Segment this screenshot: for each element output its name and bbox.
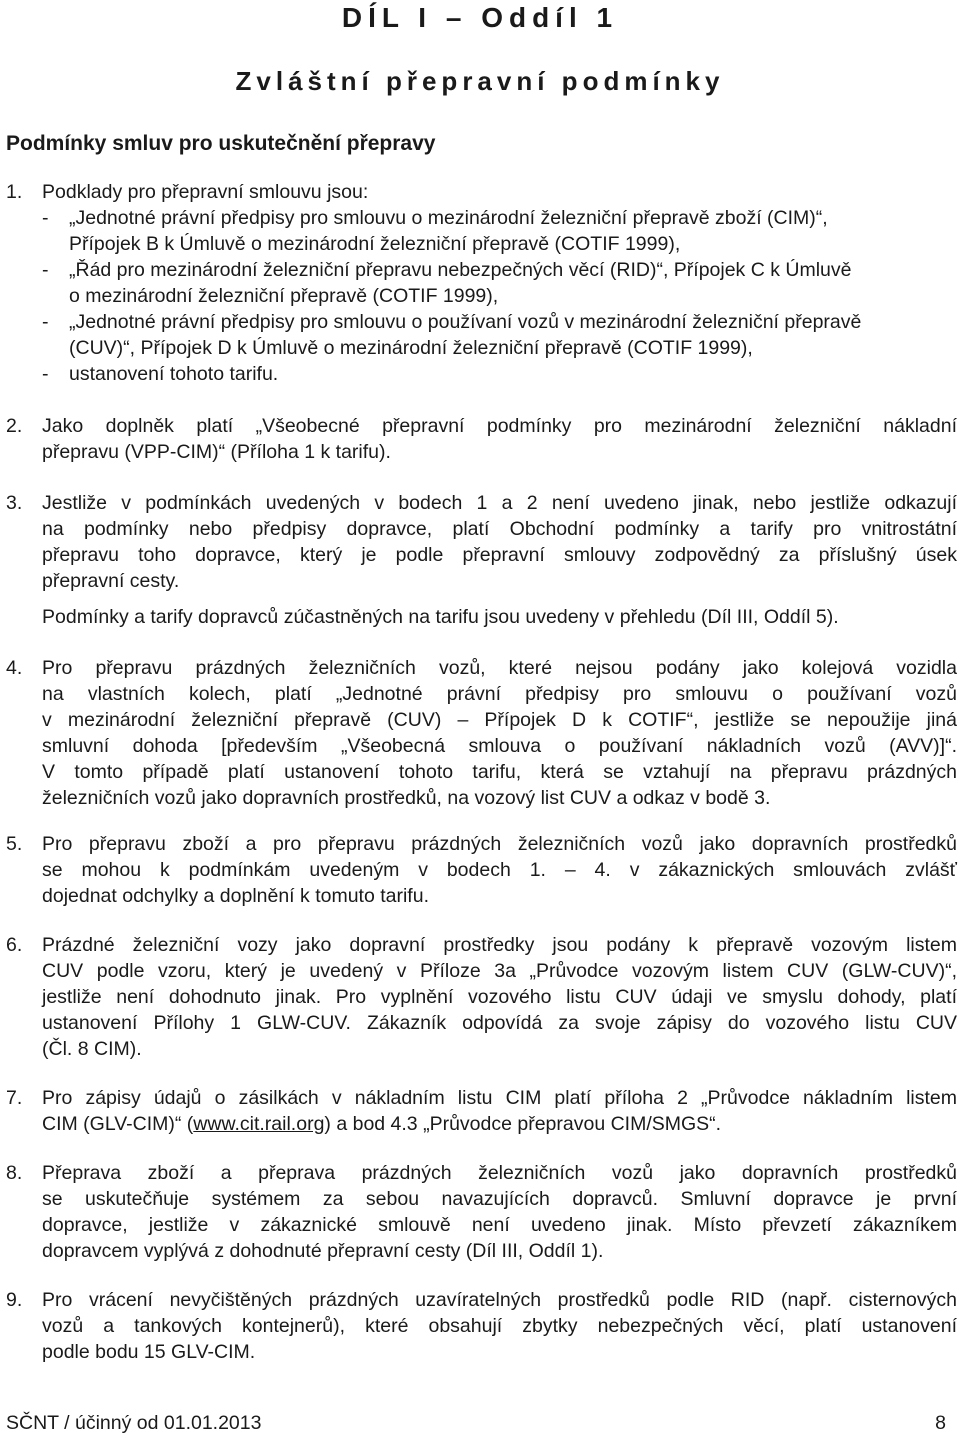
item-text: o mezinárodní železniční přepravě (COTIF 1999), — [69, 285, 499, 307]
item-text: Přeprava zboží a přeprava prázdných železničních vozů jako dopravních prostředků — [42, 1162, 957, 1184]
part-heading: DÍL I – Oddíl 1 — [341, 2, 619, 33]
item-text: dopravcem vyplývá z dohodnuté přepravní cesty (Díl III, Oddíl 1). — [42, 1240, 604, 1262]
item-text-part: CIM (GLV-CIM)“ ( — [42, 1113, 194, 1135]
item-text: jestliže není dohodnuto jinak. Pro vyplnění vozového listu CUV údaji ve smyslu dohody, platí — [42, 986, 957, 1008]
item-text: přepravu toho dopravce, který je podle přepravní smlouvy zodpovědný za příslušný úsek — [42, 544, 957, 566]
item-text: v mezinárodní železniční přepravě (CUV) – Přípojek D k COTIF“, jestliže se nepoužije jiná — [42, 709, 957, 731]
item-text: Pro zápisy údajů o zásilkách v nákladním listu CIM platí příloha 2 „Průvodce nákladním listem — [42, 1087, 957, 1109]
item-text: podle bodu 15 GLV-CIM. — [42, 1341, 256, 1363]
item-text: přepravní cesty. — [42, 570, 180, 592]
item-text: vozů a tankových kontejnerů), které obsahují zbytky nebezpečných věcí, platí ustanovení — [42, 1315, 957, 1337]
item-text: železničních vozů jako dopravních prostředků, na vozový list CUV a odkaz v bodě 3. — [42, 787, 771, 809]
item-number: 5. — [6, 833, 23, 855]
item-text: smluvní dohoda [především „Všeobecná smlouva o používaní nákladních vozů (AVV)]“. — [42, 735, 957, 757]
item-text: Pro přepravu prázdných železničních vozů, které nejsou podány jako kolejová vozidla — [42, 657, 957, 679]
item-number: 4. — [6, 657, 23, 679]
bullet-dash: - — [42, 259, 49, 281]
item-text: Pro přepravu zboží a pro přepravu prázdných železničních vozů jako dopravních prostředků — [42, 833, 957, 855]
item-text: na podmínky nebo předpisy dopravce, platí Obchodní podmínky a tarify pro vnitrostátní — [42, 518, 957, 540]
item-number: 7. — [6, 1087, 23, 1109]
item-text: „Jednotné právní předpisy pro smlouvu o používaní vozů v mezinárodní železniční přepravě — [69, 311, 862, 333]
item-text: V tomto případě platí ustanovení tohoto tarifu, která se vztahují na přepravu prázdných — [42, 761, 957, 783]
item-text: dopravce, jestliže v zákaznické smlouvě není uvedeno jinak. Místo převzetí zákazníkem — [42, 1214, 957, 1236]
item-number: 2. — [6, 415, 23, 437]
item-text: Přípojek B k Úmluvě o mezinárodní železniční přepravě (COTIF 1999), — [69, 233, 681, 255]
item-text: Pro vrácení nevyčištěných prázdných uzavíratelných prostředků podle RID (např. cisternových — [42, 1289, 957, 1311]
item-text: (Čl. 8 CIM). — [42, 1038, 142, 1060]
section-heading: Podmínky smluv pro uskutečnění přepravy — [6, 132, 436, 155]
item-text: Jako doplněk platí „Všeobecné přepravní podmínky pro mezinárodní železniční nákladní — [42, 415, 957, 437]
item-text: přepravu (VPP-CIM)“ (Příloha 1 k tarifu). — [42, 441, 391, 463]
item-number: 9. — [6, 1289, 23, 1311]
bullet-dash: - — [42, 207, 49, 229]
item-text-part: ) a bod 4.3 „Průvodce přepravou CIM/SMGS“. — [324, 1113, 722, 1135]
item-text: Podklady pro přepravní smlouvu jsou: — [42, 181, 369, 203]
bullet-dash: - — [42, 311, 49, 333]
cit-link[interactable]: www.cit.rail.org — [193, 1113, 325, 1135]
item-text — [42, 1111, 957, 1137]
item-text: Prázdné železniční vozy jako dopravní prostředky jsou podány k přepravě vozovým listem — [42, 934, 957, 956]
item-number: 1. — [6, 181, 23, 203]
item-text: na vlastních kolech, platí „Jednotné právní předpisy pro smlouvu o používaní vozů — [42, 683, 957, 705]
item-text: ustanovení Přílohy 1 GLW-CUV. Zákazník odpovídá za svoje zápisy do vozového listu CUV — [42, 1012, 957, 1034]
item-text: ustanovení tohoto tarifu. — [69, 363, 279, 385]
item-text: (CUV)“, Přípojek D k Úmluvě o mezinárodní železniční přepravě (COTIF 1999), — [69, 337, 753, 359]
item-text: se uskutečňuje systémem za sebou navazujících dopravců. Smluvní dopravce je první — [42, 1188, 957, 1210]
item-text: Jestliže v podmínkách uvedených v bodech 1 a 2 není uvedeno jinak, nebo jestliže odkazují — [42, 492, 957, 514]
item-number: 6. — [6, 934, 23, 956]
item-text: Podmínky a tarify dopravců zúčastněných na tarifu jsou uvedeny v přehledu (Díl III, Oddíl 5). — [42, 606, 839, 628]
item-text: dojednat odchylky a doplnění k tomuto tarifu. — [42, 885, 429, 907]
item-number: 3. — [6, 492, 23, 514]
footer-validity: SČNT / účinný od 01.01.2013 — [6, 1412, 262, 1434]
item-text: CUV podle vzoru, který je uvedený v Příloze 3a „Průvodce vozovým listem CUV (GLW-CUV)“, — [42, 960, 957, 982]
item-text: se mohou k podmínkám uvedeným v bodech 1. – 4. v zákaznických smlouvách zvlášť — [42, 859, 957, 881]
item-text: „Jednotné právní předpisy pro smlouvu o mezinárodní železniční přepravě zboží (CIM)“, — [69, 207, 828, 229]
bullet-dash: - — [42, 363, 49, 385]
item-number: 8. — [6, 1162, 23, 1184]
title-heading: Zvláštní přepravní podmínky — [235, 66, 725, 96]
item-text: „Řád pro mezinárodní železniční přepravu nebezpečných věcí (RID)“, Přípojek C k Úmluvě — [69, 259, 852, 281]
page-number: 8 — [935, 1412, 946, 1434]
